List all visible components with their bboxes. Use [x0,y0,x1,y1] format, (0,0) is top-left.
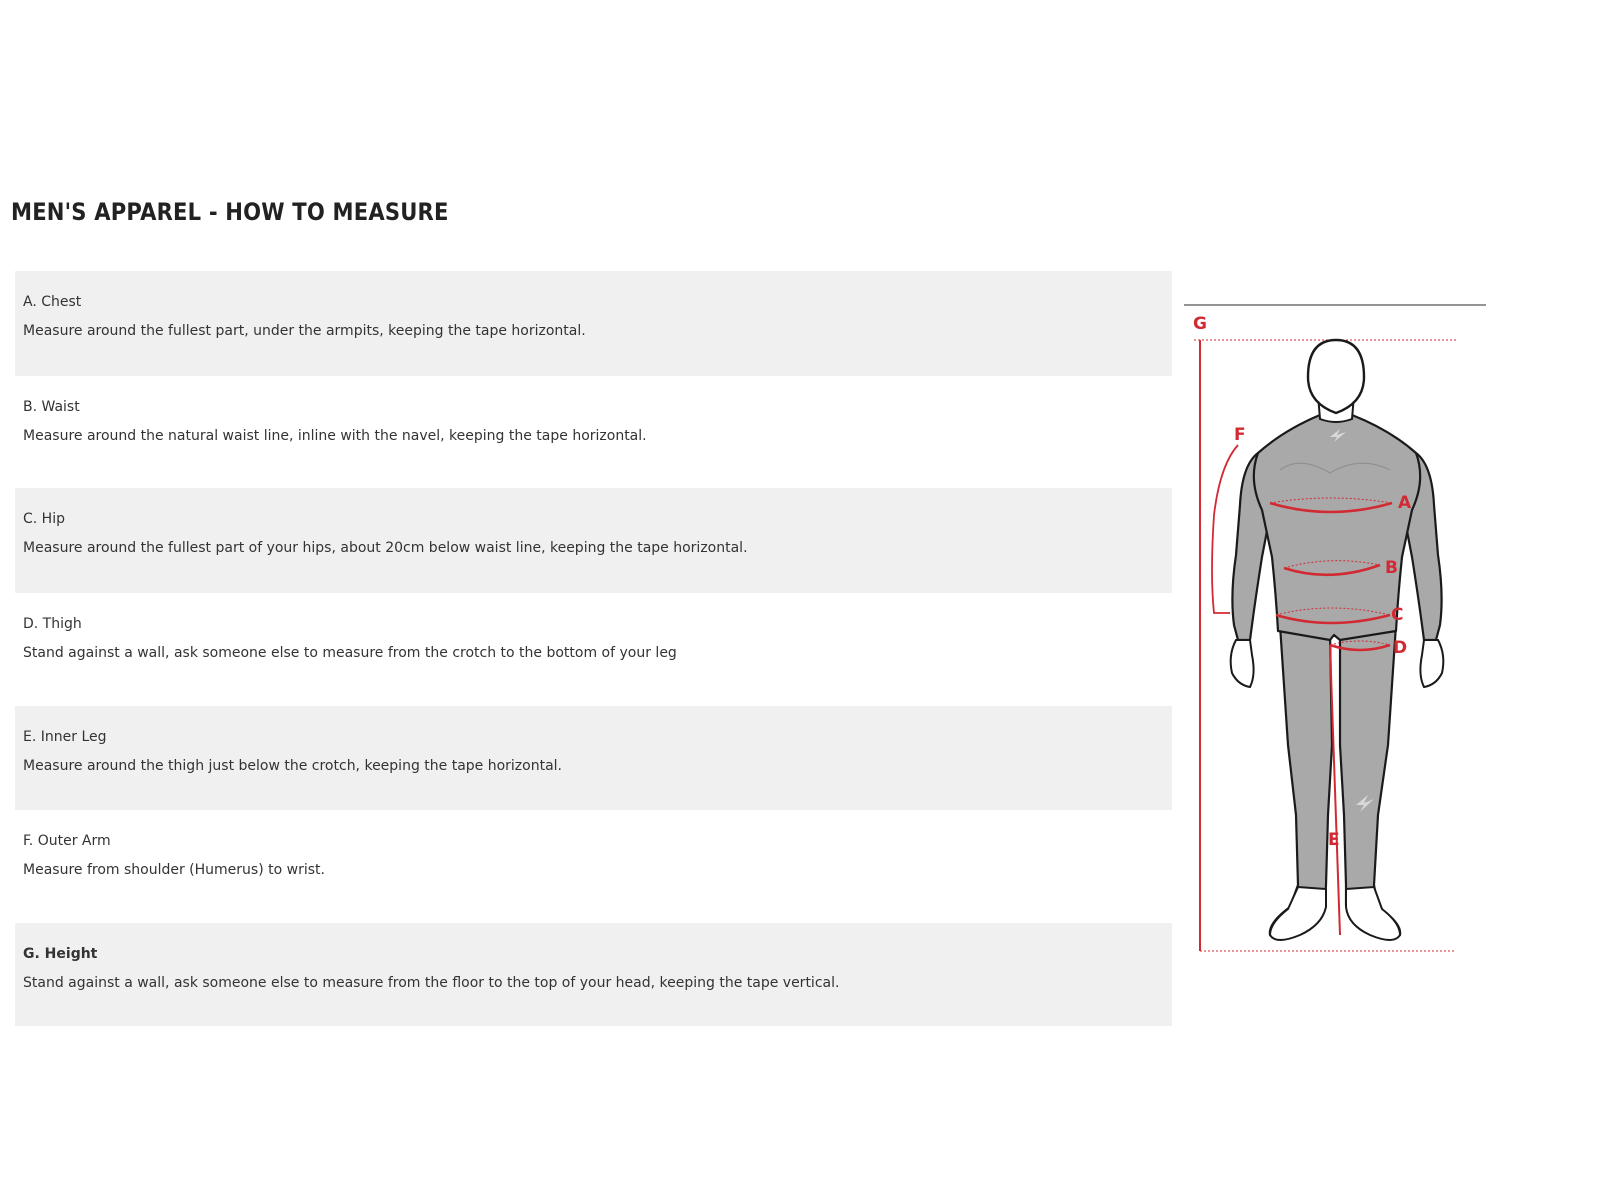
list-item-outer-arm [15,810,1172,923]
measurement-description: Measure around the natural waist line, inline with the navel, keeping the tape horizontal. [23,428,647,444]
measurement-label: G. Height [23,946,98,962]
list-item-hip [15,488,1172,593]
body-figure-illustration [1180,295,1490,965]
feet [1270,887,1400,940]
page-title: MEN'S APPAREL - HOW TO MEASURE [11,198,449,226]
marker-g: G [1193,314,1207,334]
measurement-description: Measure around the thigh just below the crotch, keeping the tape horizontal. [23,758,563,774]
measurement-label: A. Chest [23,294,82,310]
measurement-label: F. Outer Arm [23,833,111,849]
marker-b: B [1385,558,1398,578]
measurement-description: Stand against a wall, ask someone else to measure from the floor to the top of your head, keeping the tape vertical. [23,975,840,991]
marker-d: D [1393,638,1408,658]
body-measurement-diagram [1180,295,1490,965]
marker-e: E [1328,830,1340,850]
marker-f: F [1234,425,1246,445]
inner-leg-line [1330,645,1340,935]
list-item-thigh [15,593,1172,706]
measurement-label: B. Waist [23,399,80,415]
marker-c: C [1391,605,1404,625]
list-item-inner-leg [15,706,1172,810]
list-item-waist [15,376,1172,488]
measurement-description: Stand against a wall, ask someone else to measure from the crotch to the bottom of your leg [23,645,677,661]
measurement-description: Measure around the fullest part of your hips, about 20cm below waist line, keeping the tape horizontal. [23,540,748,556]
marker-a: A [1398,493,1412,513]
measurement-description: Measure from shoulder (Humerus) to wrist. [23,862,325,878]
list-item-chest [15,271,1172,376]
list-item-height [15,923,1172,1026]
measurement-label: E. Inner Leg [23,729,107,745]
measurement-description: Measure around the fullest part, under the armpits, keeping the tape horizontal. [23,323,586,339]
measurement-list [15,271,1172,1026]
measurement-label: C. Hip [23,511,65,527]
head [1308,340,1364,413]
measurement-label: D. Thigh [23,616,82,632]
